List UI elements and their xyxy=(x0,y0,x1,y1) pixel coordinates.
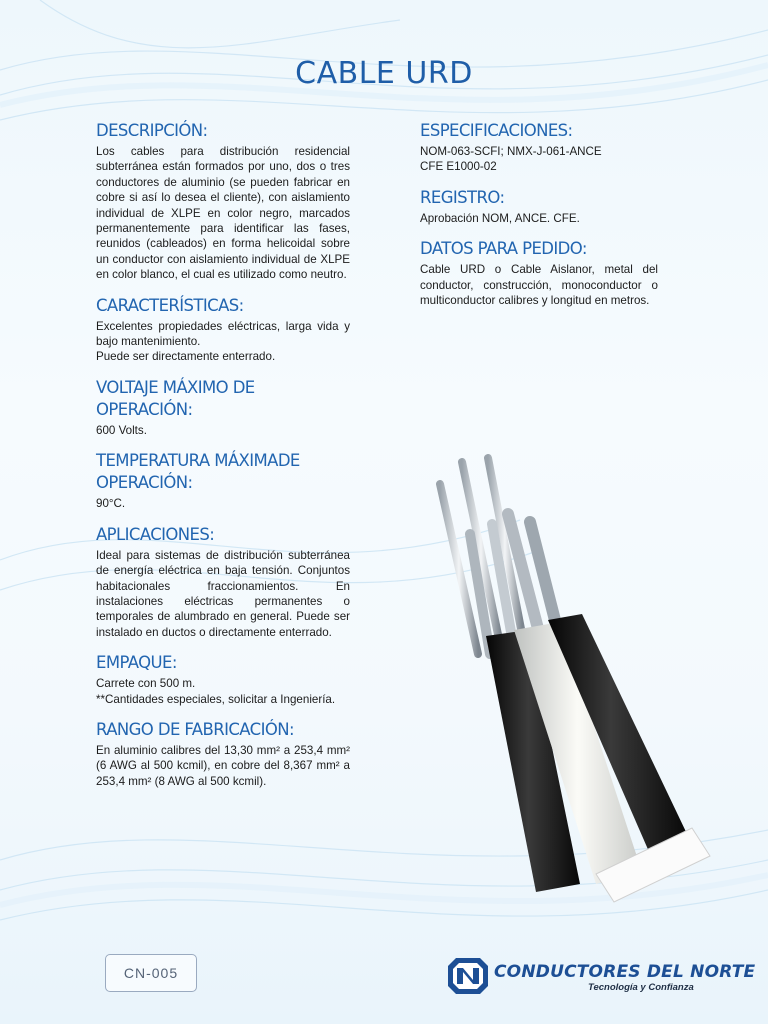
section-text: CFE E1000-02 xyxy=(420,160,497,174)
section-text: 90°C. xyxy=(96,497,126,511)
section-heading: REGISTRO: xyxy=(420,187,505,207)
section-heading: ESPECIFICACIONES: xyxy=(420,121,573,140)
section-text: 600 Volts. xyxy=(96,423,147,437)
section-text: NOM-063-SCFI; NMX-J-061-ANCE xyxy=(420,145,602,158)
section-heading: CARACTERÍSTICAS: xyxy=(96,295,244,315)
section-heading: TEMPERATURA MÁXIMADE OPERACIÓN: xyxy=(96,451,300,493)
section-voltaje xyxy=(96,377,350,438)
section-text: Carrete con 500 m. xyxy=(96,677,196,691)
section-rango xyxy=(96,719,350,789)
section-text: Cable URD o Cable Aislanor, metal del conductor, construcción, monoconductor o multiconductor calibres y longitud en metros. xyxy=(420,263,658,308)
left-column xyxy=(96,120,350,801)
company-name: CONDUCTORES DEL NORTE xyxy=(494,962,756,982)
section-caracteristicas xyxy=(96,295,350,365)
section-descripcion xyxy=(96,120,350,283)
section-text: Los cables para distribución residencial subterránea están formados por uno, dos o tres conductores de aluminio (se pueden fabricar en cobre si así lo desea el cliente), con aislamiento individual de XLPE en color negro, marcados permanentemente para identificar las fases, reunidos (cableados) en forma helicoidal sobre un conductor con aislamiento individual de XLPE en color blanco, el cual es utilizado como neutro. xyxy=(96,145,350,282)
page-title: CABLE URD xyxy=(295,56,473,92)
section-temperatura xyxy=(96,450,350,511)
section-text: Puede ser directamente enterrado. xyxy=(96,350,276,364)
section-especificaciones xyxy=(420,120,658,175)
section-heading: RANGO DE FABRICACIÓN: xyxy=(96,719,294,739)
section-heading: EMPAQUE: xyxy=(96,653,177,673)
section-text: **Cantidades especiales, solicitar a Ingeniería. xyxy=(96,692,336,706)
right-column xyxy=(420,120,658,320)
section-text: Aprobación NOM, ANCE. CFE. xyxy=(420,211,580,225)
section-heading: DATOS PARA PEDIDO: xyxy=(420,239,587,259)
conductor-strands xyxy=(440,458,560,654)
section-aplicaciones xyxy=(96,524,350,640)
section-empaque xyxy=(96,652,350,707)
document-code-badge: CN-005 xyxy=(105,954,197,992)
section-heading: APLICACIONES: xyxy=(96,524,215,544)
section-datos-pedido xyxy=(420,238,658,308)
company-logo xyxy=(446,956,756,996)
cable-product-image xyxy=(430,444,730,924)
section-text: En aluminio calibres del 13,30 mm² a 253,4 mm² (6 AWG al 500 kcmil), en cobre del 8,367 mm² a 253,4 mm² (8 AWG al 500 kcmil). xyxy=(96,743,350,788)
section-registro xyxy=(420,187,658,226)
section-heading: DESCRIPCIÓN: xyxy=(96,121,208,140)
section-text: Excelentes propiedades eléctricas, larga vida y bajo mantenimiento. xyxy=(96,319,350,349)
company-logo-icon xyxy=(446,956,490,996)
section-heading: VOLTAJE MÁXIMO DE OPERACIÓN: xyxy=(96,377,255,419)
section-text: Ideal para sistemas de distribución subterránea de energía eléctrica en baja tensión. Conjuntos habitacionales fraccionamientos. En instalaciones eléctricas permanentes o temporales de alumbrado en general. Puede ser instalado en ductos o directamente enterrado. xyxy=(96,548,350,639)
company-tagline: Tecnología y Confianza xyxy=(588,982,694,993)
